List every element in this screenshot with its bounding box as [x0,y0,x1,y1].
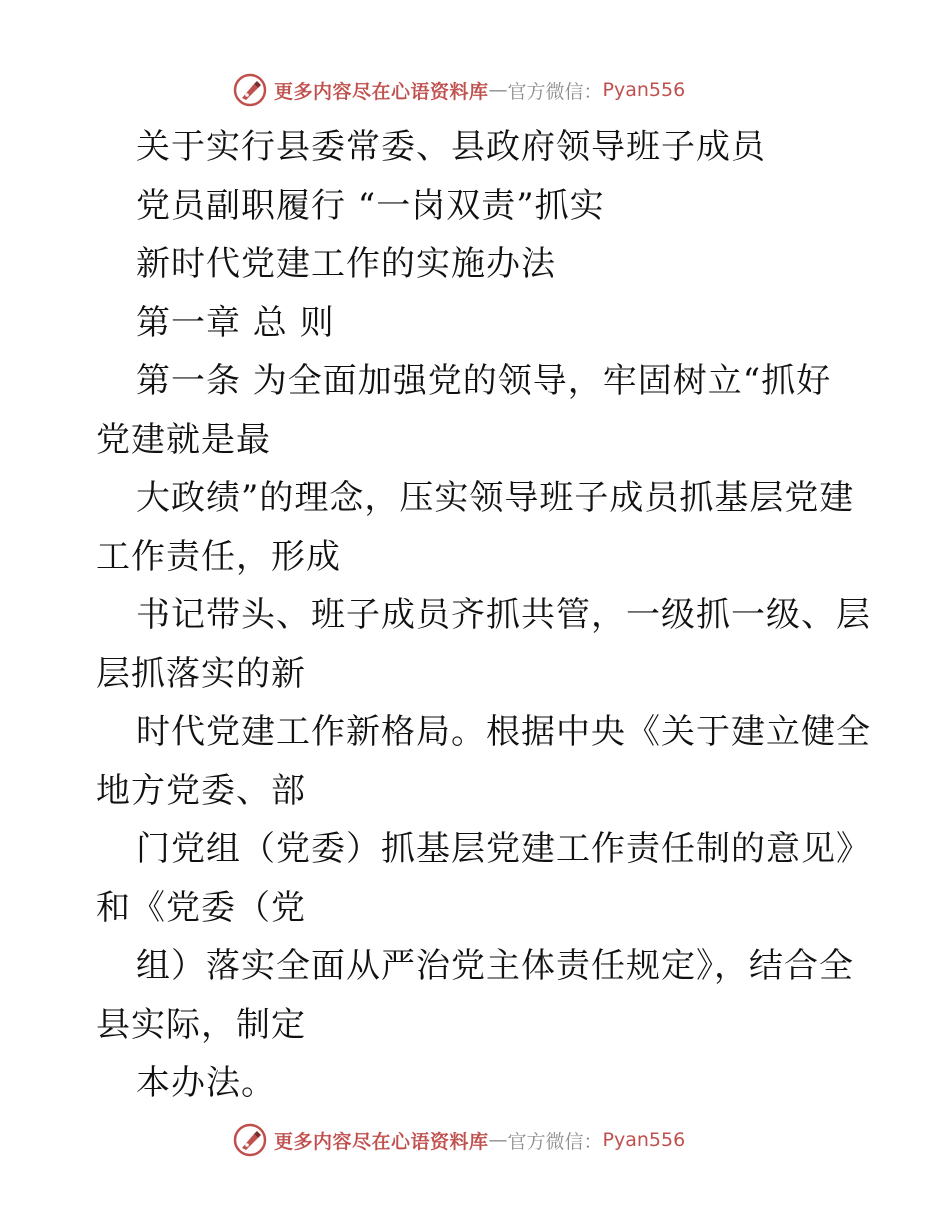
document-body [96,118,871,1113]
footer-banner [232,1120,685,1160]
document-line: 关于实行县委常委、县政府领导班子成员 [136,127,766,167]
pen-nib-logo-icon [232,1122,268,1158]
document-line: 工作责任，形成 [96,536,341,577]
document-line: 组）落实全面从严治党主体责任规定》，结合全 [136,946,854,986]
document-line: 大政绩”的理念，压实领导班子成员抓基层党建 [136,478,855,518]
banner-site-text: 更多内容尽在心语资料库 [274,1130,489,1153]
banner-wechat-label: 官方微信： [507,1130,603,1153]
document-line: 和《党委（党 [96,887,306,928]
banner-wechat-label: 官方微信： [507,80,603,103]
banner-wechat-id: Pyan556 [602,79,686,101]
banner-wechat-id: Pyan556 [602,1129,686,1151]
document-line: 地方党委、部 [96,770,306,811]
banner-separator: — [488,79,508,101]
document-line: 县实际，制定 [96,1004,306,1045]
document-line: 本办法。 [136,1063,276,1103]
document-line: 党员副职履行 “一岗双责”抓实 [136,185,605,226]
document-line: 新时代党建工作的实施办法 [136,244,556,284]
document-line: 门党组（党委）抓基层党建工作责任制的意见》 [136,829,871,869]
banner-separator: — [488,1129,508,1151]
banner-site-text: 更多内容尽在心语资料库 [274,80,489,103]
pen-nib-logo-icon [232,72,268,108]
document-line: 第一章 总 则 [136,302,335,343]
document-line: 党建就是最 [96,419,271,460]
document-line: 书记带头、班子成员齐抓共管，一级抓一级、层 [136,595,871,635]
document-line: 第一条 为全面加强党的领导，牢固树立“抓好 [136,361,832,401]
document-line: 层抓落实的新 [96,653,306,694]
header-banner [232,70,685,110]
document-line: 时代党建工作新格局。根据中央《关于建立健全 [136,712,871,752]
